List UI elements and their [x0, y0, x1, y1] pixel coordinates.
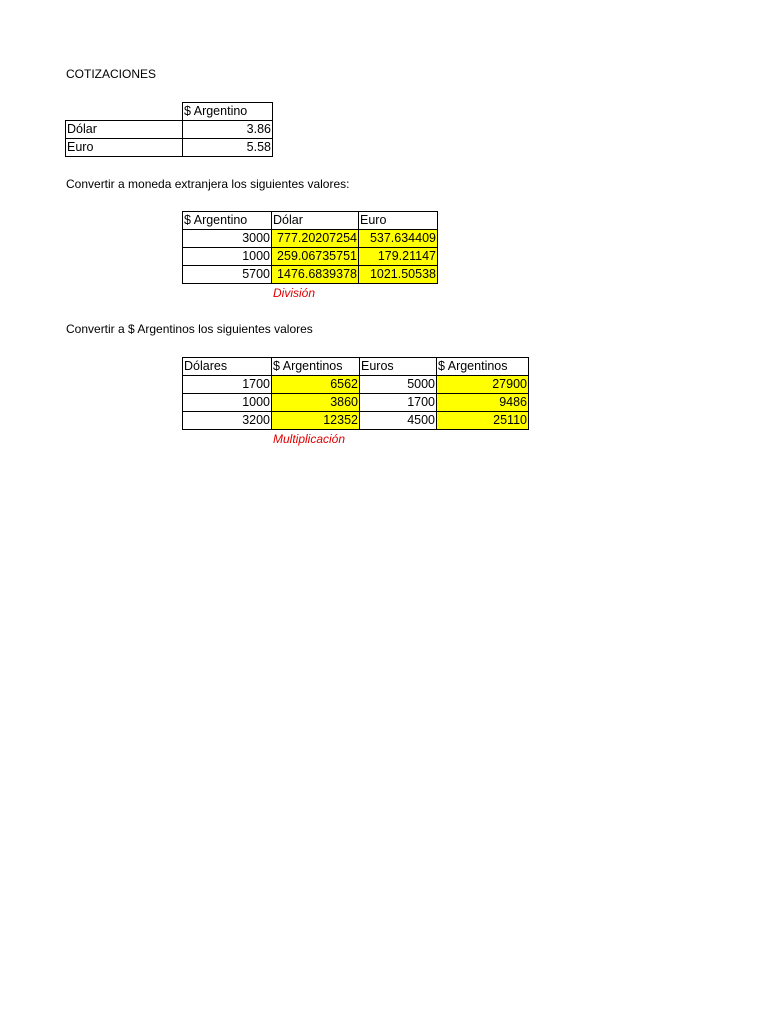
table-row — [183, 230, 438, 248]
table-row — [183, 376, 529, 394]
rates-header: $ Argentino — [183, 103, 273, 121]
header-cell: Dólar — [272, 212, 359, 230]
value-cell: 1700 — [360, 394, 437, 412]
header-cell: $ Argentinos — [437, 358, 529, 376]
value-cell: 1000 — [183, 394, 272, 412]
result-cell: 6562 — [272, 376, 360, 394]
page-title: COTIZACIONES — [66, 67, 157, 81]
value-cell: 4500 — [360, 412, 437, 430]
header-cell: Euro — [359, 212, 438, 230]
header-cell: Dólares — [183, 358, 272, 376]
header-cell: $ Argentinos — [272, 358, 360, 376]
empty-cell — [66, 103, 183, 121]
value-cell: 1000 — [183, 248, 272, 266]
rate-label-dolar: Dólar — [66, 121, 183, 139]
result-cell: 259.06735751 — [272, 248, 359, 266]
conversion-table-2 — [182, 357, 529, 430]
value-cell: 3200 — [183, 412, 272, 430]
result-cell: 179.21147 — [359, 248, 438, 266]
result-cell: 1021.50538 — [359, 266, 438, 284]
value-cell: 1700 — [183, 376, 272, 394]
table-row — [183, 266, 438, 284]
table-row — [183, 412, 529, 430]
result-cell: 537.634409 — [359, 230, 438, 248]
rate-value-dolar: 3.86 — [183, 121, 273, 139]
result-cell: 1476.6839378 — [272, 266, 359, 284]
section1-heading: Convertir a moneda extranjera los siguientes valores: — [66, 177, 350, 191]
value-cell: 5700 — [183, 266, 272, 284]
result-cell: 777.20207254 — [272, 230, 359, 248]
rate-label-euro: Euro — [66, 139, 183, 157]
table-row — [183, 394, 529, 412]
table-row — [66, 139, 273, 157]
result-cell: 3860 — [272, 394, 360, 412]
header-cell: $ Argentino — [183, 212, 272, 230]
table-row — [183, 212, 438, 230]
result-cell: 25110 — [437, 412, 529, 430]
table-row — [66, 121, 273, 139]
table-row — [66, 103, 273, 121]
table-row — [183, 248, 438, 266]
rates-table — [65, 102, 273, 157]
value-cell: 5000 — [360, 376, 437, 394]
rate-value-euro: 5.58 — [183, 139, 273, 157]
header-cell: Euros — [360, 358, 437, 376]
section2-note: Multiplicación — [273, 432, 346, 446]
conversion-table-1 — [182, 211, 438, 284]
section1-note: División — [273, 286, 316, 300]
result-cell: 9486 — [437, 394, 529, 412]
table-row — [183, 358, 529, 376]
section2-heading: Convertir a $ Argentinos los siguientes valores — [66, 322, 313, 336]
result-cell: 27900 — [437, 376, 529, 394]
value-cell: 3000 — [183, 230, 272, 248]
result-cell: 12352 — [272, 412, 360, 430]
